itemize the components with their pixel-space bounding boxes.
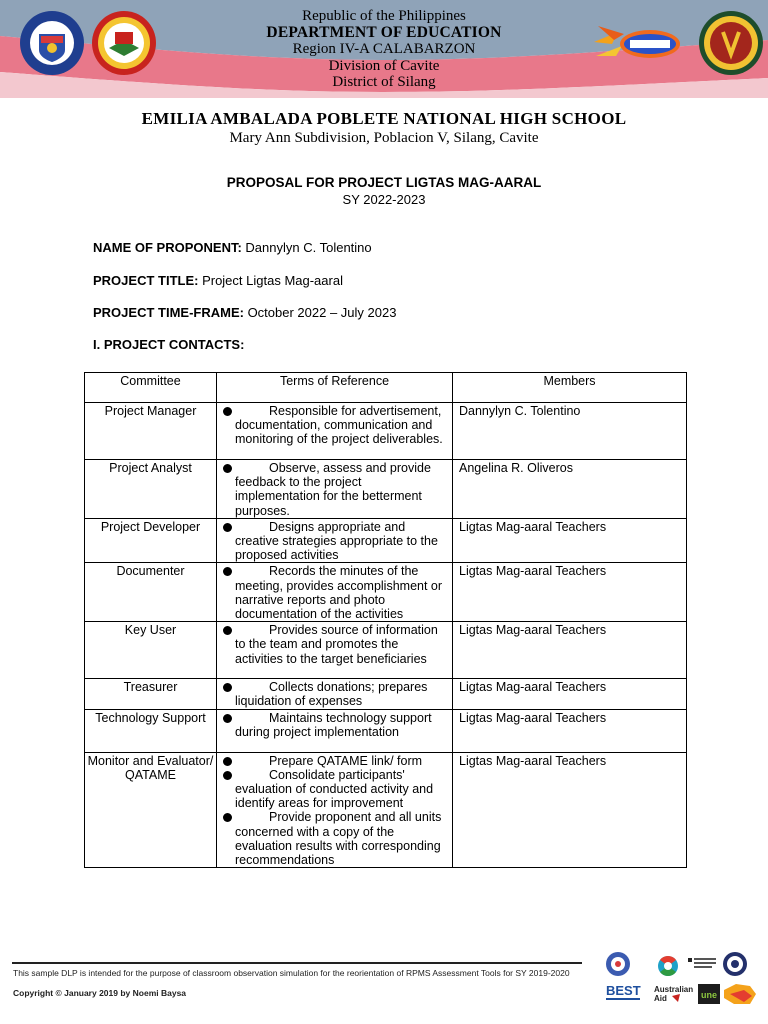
svg-text:Australian: Australian [654,985,694,994]
bullet-icon [223,757,232,766]
proponent-label: NAME OF PROPONENT: [93,240,242,255]
school-block [0,109,768,147]
bullet-icon [223,464,232,473]
footer-disclaimer: This sample DLP is intended for the purpose of classroom observation simulation for the reorientation of RPMS Assessment Tools for SY 2019-2020 [13,968,570,978]
term-item: Records the minutes of the meeting, provides accomplishment or narrative reports and photo documentation of the activities [223,564,449,621]
term-item: Maintains technology support during project implementation [223,711,449,739]
table-row [85,563,687,622]
header-banner [0,0,768,98]
committee-cell: Monitor and Evaluator/ QATAME [85,752,217,868]
committee-cell: Documenter [85,563,217,622]
term-item: Designs appropriate and creative strategies appropriate to the proposed activities [223,520,449,563]
terms-cell [217,679,453,709]
table-header-row [85,373,687,403]
committee-cell: Project Manager [85,403,217,460]
australian-aid-logo [654,985,693,1003]
svg-text:Aid: Aid [654,994,667,1003]
term-item: Collects donations; prepares liquidation of expenses [223,680,449,708]
committee-cell: Technology Support [85,709,217,752]
header-committee: Committee [85,373,217,403]
school-seal-logo [698,10,764,76]
table-row [85,622,687,679]
timeframe-field [93,305,396,320]
terms-cell [217,622,453,679]
committee-cell: Key User [85,622,217,679]
members-cell: Ligtas Mag-aaral Teachers [453,622,687,679]
deped-seal-logo [19,10,85,76]
small-text-logo [688,958,716,968]
members-cell: Dannylyn C. Tolentino [453,403,687,460]
school-year: SY 2022-2023 [342,192,426,207]
school-name: EMILIA AMBALADA POBLETE NATIONAL HIGH SCHOOL [141,109,627,128]
members-cell: Ligtas Mag-aaral Teachers [453,563,687,622]
members-cell: Ligtas Mag-aaral Teachers [453,709,687,752]
proponent-field [93,240,372,255]
table-row [85,518,687,563]
table-row [85,709,687,752]
project-title-label: PROJECT TITLE: [93,273,199,288]
region-seal-logo [91,10,157,76]
terms-cell [217,460,453,519]
committee-cell: Treasurer [85,679,217,709]
bullet-icon [223,626,232,635]
region-line: Region IV-A CALABARZON [292,41,476,57]
bullet-icon [223,567,232,576]
members-cell: Ligtas Mag-aaral Teachers [453,752,687,868]
term-item: Prepare QATAME link/ form [223,754,449,768]
une-logo [698,984,720,1004]
school-address: Mary Ann Subdivision, Poblacion V, Silang, Cavite [229,130,539,146]
best-logo [606,983,641,1000]
bullet-icon [223,771,232,780]
table-row [85,403,687,460]
document-title-block [0,175,768,207]
terms-cell [217,752,453,868]
australia-map-logo [724,984,756,1004]
bullet-icon [223,813,232,822]
term-item: Responsible for advertisement, documentation, communication and monitoring of the project deliverables. [223,404,449,447]
proponent-value: Dannylyn C. Tolentino [241,240,372,255]
deped-seal-footer-logo [606,952,630,976]
bullet-icon [223,714,232,723]
committee-cell: Project Developer [85,518,217,563]
timeframe-value: October 2022 – July 2023 [243,305,397,320]
bullet-icon [223,523,232,532]
members-cell: Angelina R. Oliveros [453,460,687,519]
term-item: Provide proponent and all units concerned with a copy of the evaluation results with corresponding recommendations [223,810,449,867]
footer-copyright: Copyright © January 2019 by Noemi Baysa [13,988,187,998]
university-seal-logo [723,952,747,976]
table-row [85,752,687,868]
terms-cell [217,403,453,460]
project-title-field [93,273,343,288]
footer-logos [604,948,762,1008]
department-line: DEPARTMENT OF EDUCATION [266,23,502,41]
document-title: PROPOSAL FOR PROJECT LIGTAS MAG-AARAL [226,175,542,190]
table-row [85,460,687,519]
footer-divider [12,962,582,964]
header-members: Members [453,373,687,403]
term-item: Consolidate participants' evaluation of conducted activity and identify areas for improvement [223,768,449,811]
term-item: Provides source of information to the team and promotes the activities to the target beneficiaries [223,623,449,666]
term-item: Observe, assess and provide feedback to the project implementation for the betterment purposes. [223,461,449,518]
project-contacts-heading: I. PROJECT CONTACTS: [93,337,245,352]
timeframe-label: PROJECT TIME-FRAME: [93,305,244,320]
members-cell: Ligtas Mag-aaral Teachers [453,679,687,709]
header-terms: Terms of Reference [217,373,453,403]
terms-cell [217,709,453,752]
bullet-icon [223,683,232,692]
members-cell: Ligtas Mag-aaral Teachers [453,518,687,563]
committee-cell: Project Analyst [85,460,217,519]
project-contacts-table [84,372,687,868]
svg-text:BEST: BEST [606,983,641,998]
deped-cavite-logo [588,14,688,70]
republic-line: Republic of the Philippines [302,8,466,24]
svg-text:une: une [701,990,718,1000]
table-row [85,679,687,709]
colorful-logo [658,956,678,976]
terms-cell [217,563,453,622]
division-line: Division of Cavite [328,57,440,74]
section-heading [93,337,244,352]
district-line: District of Silang [332,74,436,90]
project-title-value: Project Ligtas Mag-aaral [198,273,343,288]
terms-cell [217,518,453,563]
bullet-icon [223,407,232,416]
